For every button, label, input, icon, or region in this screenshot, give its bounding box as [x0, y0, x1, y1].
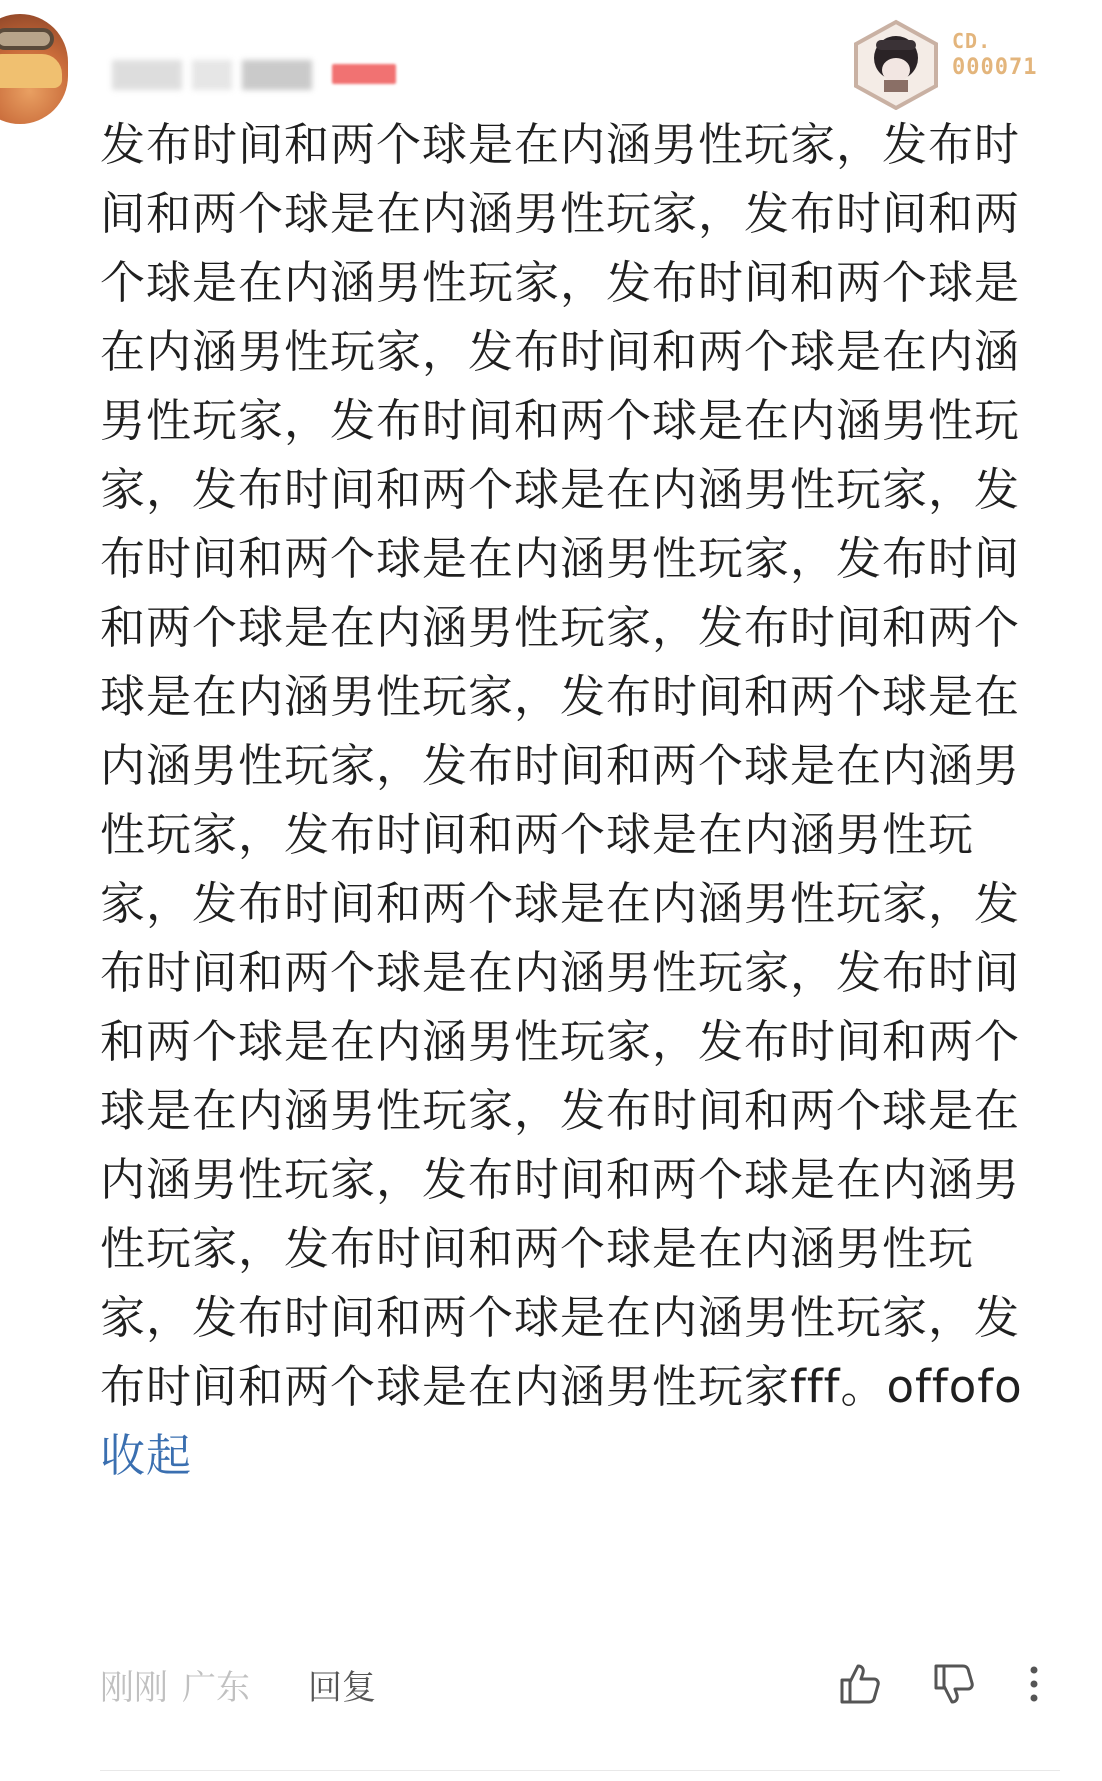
- badge-code-line-1: CD.: [952, 29, 992, 53]
- avatar-goggles-decoration: [0, 28, 54, 50]
- comment-text: 发布时间和两个球是在内涵男性玩家，发布时间和两个球是在内涵男性玩家，发布时间和两个球是在内涵男性玩家，发布时间和两个球是在内涵男性玩家，发布时间和两个球是在内涵男性玩家，发布时间和两个球是在内涵男性玩家，发布时间和两个球是在内涵男性玩家，发布时间和两个球是在内涵男性玩家，发布时间和两个球是在内涵男性玩家，发布时间和两个球是在内涵男性玩家，发布时间和两个球是在内涵男性玩家，发布时间和两个球是在内涵男性玩家，发布时间和两个球是在内涵男性玩家，发布时间和两个球是在内涵男性玩家，发布时间和两个球是在内涵男性玩家，发布时间和两个球是在内涵男性玩家，发布时间和两个球是在内涵男性玩家，发布时间和两个球是在内涵男性玩家，发布时间和两个球是在内涵男性玩家，发布时间和两个球是在内涵男性玩家，发布时间和两个球是在内涵男性玩家，发布时间和两个球是在内涵男性玩家fff。offofo: [100, 118, 1023, 1413]
- bottom-divider: [100, 1770, 1060, 1771]
- comment-time: 刚刚: [100, 1668, 168, 1708]
- avatar-hair-decoration: [0, 54, 62, 88]
- decoration-hexagon-avatar: [852, 18, 940, 110]
- hexagon-frame-icon: [852, 18, 940, 110]
- comment-location: 广东: [182, 1668, 250, 1708]
- comment-footer: [100, 1660, 1060, 1710]
- thumbs-down-icon[interactable]: [930, 1660, 978, 1708]
- collapse-link[interactable]: 收起: [100, 1429, 193, 1482]
- more-vertical-icon[interactable]: [1018, 1660, 1050, 1708]
- comment-body: [100, 110, 1060, 1490]
- comment-meta: [100, 1660, 264, 1709]
- user-avatar[interactable]: [0, 14, 68, 124]
- blurred-username-part: [192, 60, 232, 90]
- user-level-badge: [332, 64, 396, 84]
- badge-code: [952, 30, 1037, 80]
- blurred-username-part: [112, 60, 182, 90]
- reply-button[interactable]: 回复: [308, 1668, 376, 1708]
- badge-code-line-2: 000071: [952, 55, 1038, 80]
- thumbs-up-icon[interactable]: [836, 1660, 884, 1708]
- blurred-username-part: [242, 60, 312, 90]
